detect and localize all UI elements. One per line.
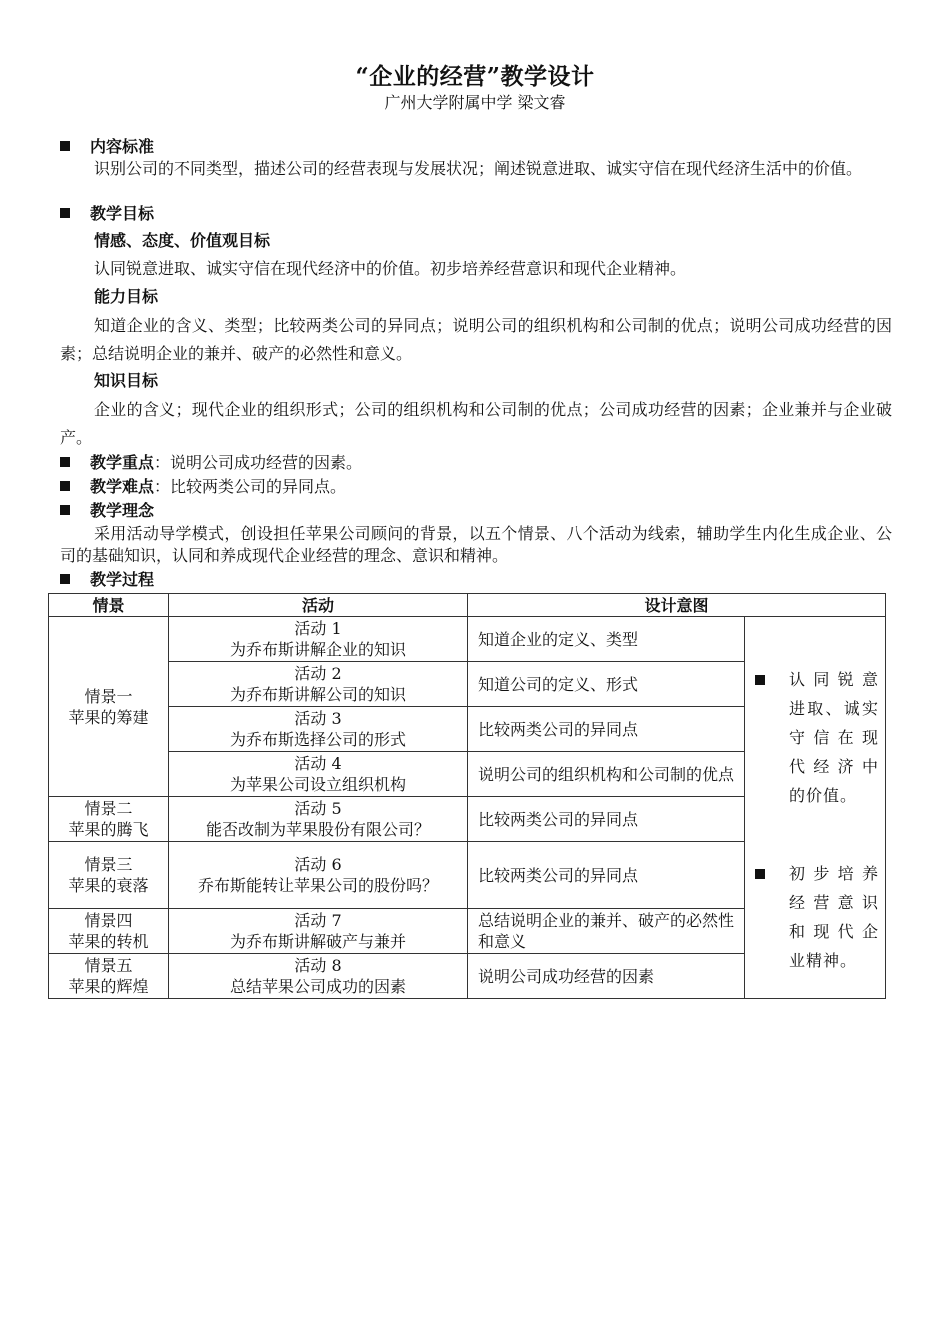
knowledge-objective-heading: 知识目标 — [94, 371, 159, 390]
goal-line: 业精神。 — [789, 951, 858, 970]
knowledge-objective-text: 企业的含义；现代企业的组织形式；公司的组织机构和公司制的优点；公司成功经营的因素；企业兼并与企业破产。 — [60, 400, 892, 447]
scene-number: 情景三 — [84, 855, 133, 874]
intent-cell: 比较两类公司的异同点 — [468, 797, 745, 842]
section-heading: 内容标准 — [90, 137, 155, 156]
key-point-text: ：说明公司成功经营的因素。 — [154, 453, 363, 472]
goal-text — [789, 859, 879, 975]
scene-number: 情景一 — [84, 686, 133, 706]
activity-desc: 为乔布斯选择公司的形式 — [229, 730, 406, 749]
scene-cell — [49, 797, 169, 842]
header-scene: 情景 — [49, 594, 169, 617]
goal-line: 认同锐意 — [789, 670, 880, 689]
intent-cell: 说明公司成功经营的因素 — [468, 954, 745, 999]
activity-desc: 为苹果公司设立组织机构 — [229, 775, 406, 794]
table-header-row — [49, 594, 886, 617]
ability-objective-text: 知道企业的含义、类型；比较两类公司的异同点；说明公司的组织机构和公司制的优点；说明公司成功经营的因素；总结说明企业的兼并、破产的必然性和意义。 — [60, 316, 892, 363]
activity-desc: 能否改制为苹果股份有限公司？ — [205, 820, 430, 839]
emotion-objective-heading: 情感、态度、价值观目标 — [94, 231, 271, 250]
activity-desc: 为乔布斯讲解公司的知识 — [229, 685, 406, 704]
activity-number: 活动 1 — [294, 619, 342, 638]
philosophy-text: 采用活动导学模式，创设担任苹果公司顾问的背景，以五个情景、八个活动为线索，辅助学生内化生成企业、公司的基础知识，认同和养成现代企业经营的理念、意识和精神。 — [60, 524, 892, 565]
section-objectives — [60, 203, 154, 225]
scene-number: 情景四 — [84, 911, 133, 930]
goal-line: 和现代企 — [789, 922, 880, 941]
key-point-label: 教学重点 — [90, 453, 155, 472]
activity-desc: 为乔布斯讲解破产与兼并 — [229, 932, 406, 951]
goal-line: 守信在现 — [789, 728, 880, 747]
scene-name: 苹果的筹建 — [68, 707, 149, 727]
scene-cell — [49, 842, 169, 909]
bullet-square-icon — [60, 481, 70, 491]
activity-number: 活动 6 — [294, 855, 342, 874]
activity-number: 活动 4 — [294, 754, 342, 773]
bullet-square-icon — [60, 574, 70, 584]
section-process — [60, 569, 154, 591]
difficulty-label: 教学难点 — [90, 477, 155, 496]
goal-line: 进取、诚实 — [789, 699, 880, 718]
scene-cell — [49, 954, 169, 999]
header-activity: 活动 — [169, 594, 468, 617]
section-content-standard — [60, 136, 154, 158]
content-standard-text: 识别公司的不同类型，描述公司的经营表现与发展状况；阐述锐意进取、诚实守信在现代经济生活中的价值。 — [94, 159, 863, 178]
intent-cell: 说明公司的组织机构和公司制的优点 — [468, 752, 745, 797]
goal-line: 代经济中 — [789, 757, 880, 776]
section-philosophy — [60, 500, 154, 522]
intent-cell: 知道公司的定义、形式 — [468, 662, 745, 707]
scene-name: 苹果的辉煌 — [68, 977, 149, 996]
activity-desc: 乔布斯能转让苹果公司的股份吗？ — [197, 876, 438, 895]
scene-cell — [49, 909, 169, 954]
goal-item — [751, 859, 879, 975]
scene-name: 苹果的腾飞 — [68, 820, 149, 839]
intent-cell: 比较两类公司的异同点 — [468, 707, 745, 752]
scene-number: 情景五 — [84, 956, 133, 975]
goal-line: 初步培养 — [789, 864, 880, 883]
activity-number: 活动 7 — [294, 911, 342, 930]
section-key-point — [60, 452, 362, 474]
scene-cell — [49, 617, 169, 797]
intent-cell: 比较两类公司的异同点 — [468, 842, 745, 909]
table-row — [49, 617, 886, 662]
activity-number: 活动 2 — [294, 664, 342, 683]
activity-cell — [169, 954, 468, 999]
bullet-square-icon — [60, 457, 70, 467]
bullet-square-icon — [755, 869, 765, 879]
goal-item — [751, 665, 879, 810]
activity-cell — [169, 842, 468, 909]
bullet-square-icon — [755, 675, 765, 685]
goal-line: 经营意识 — [789, 893, 880, 912]
intent-cell: 知道企业的定义、类型 — [468, 617, 745, 662]
document-title: “企业的经营”教学设计 — [355, 63, 595, 90]
difficulty-text: ：比较两类公司的异同点。 — [154, 477, 347, 496]
document-author: 广州大学附属中学 梁文睿 — [384, 93, 566, 112]
activity-desc: 为乔布斯讲解企业的知识 — [229, 640, 406, 659]
activity-number: 活动 5 — [294, 799, 342, 818]
goal-line: 的价值。 — [789, 786, 858, 805]
activity-cell — [169, 662, 468, 707]
activity-cell — [169, 797, 468, 842]
section-heading: 教学过程 — [90, 570, 155, 589]
header-intent: 设计意图 — [468, 594, 886, 617]
bullet-square-icon — [60, 208, 70, 218]
process-table — [48, 593, 886, 999]
goal-text — [789, 665, 879, 810]
section-heading: 教学目标 — [90, 204, 155, 223]
activity-cell — [169, 752, 468, 797]
scene-number: 情景二 — [84, 799, 133, 818]
section-difficulty — [60, 476, 346, 498]
activity-cell — [169, 617, 468, 662]
scene-name: 苹果的衰落 — [68, 876, 149, 895]
activity-number: 活动 3 — [294, 709, 342, 728]
goals-cell — [745, 617, 886, 999]
ability-objective-heading: 能力目标 — [94, 287, 159, 306]
activity-cell — [169, 707, 468, 752]
scene-name: 苹果的转机 — [68, 932, 149, 951]
intent-cell: 总结说明企业的兼并、破产的必然性和意义 — [468, 909, 745, 954]
bullet-square-icon — [60, 141, 70, 151]
bullet-square-icon — [60, 505, 70, 515]
emotion-objective-text: 认同锐意进取、诚实守信在现代经济中的价值。初步培养经营意识和现代企业精神。 — [94, 259, 687, 278]
activity-desc: 总结苹果公司成功的因素 — [229, 977, 406, 996]
section-heading: 教学理念 — [90, 501, 155, 520]
activity-number: 活动 8 — [294, 956, 342, 975]
activity-cell — [169, 909, 468, 954]
